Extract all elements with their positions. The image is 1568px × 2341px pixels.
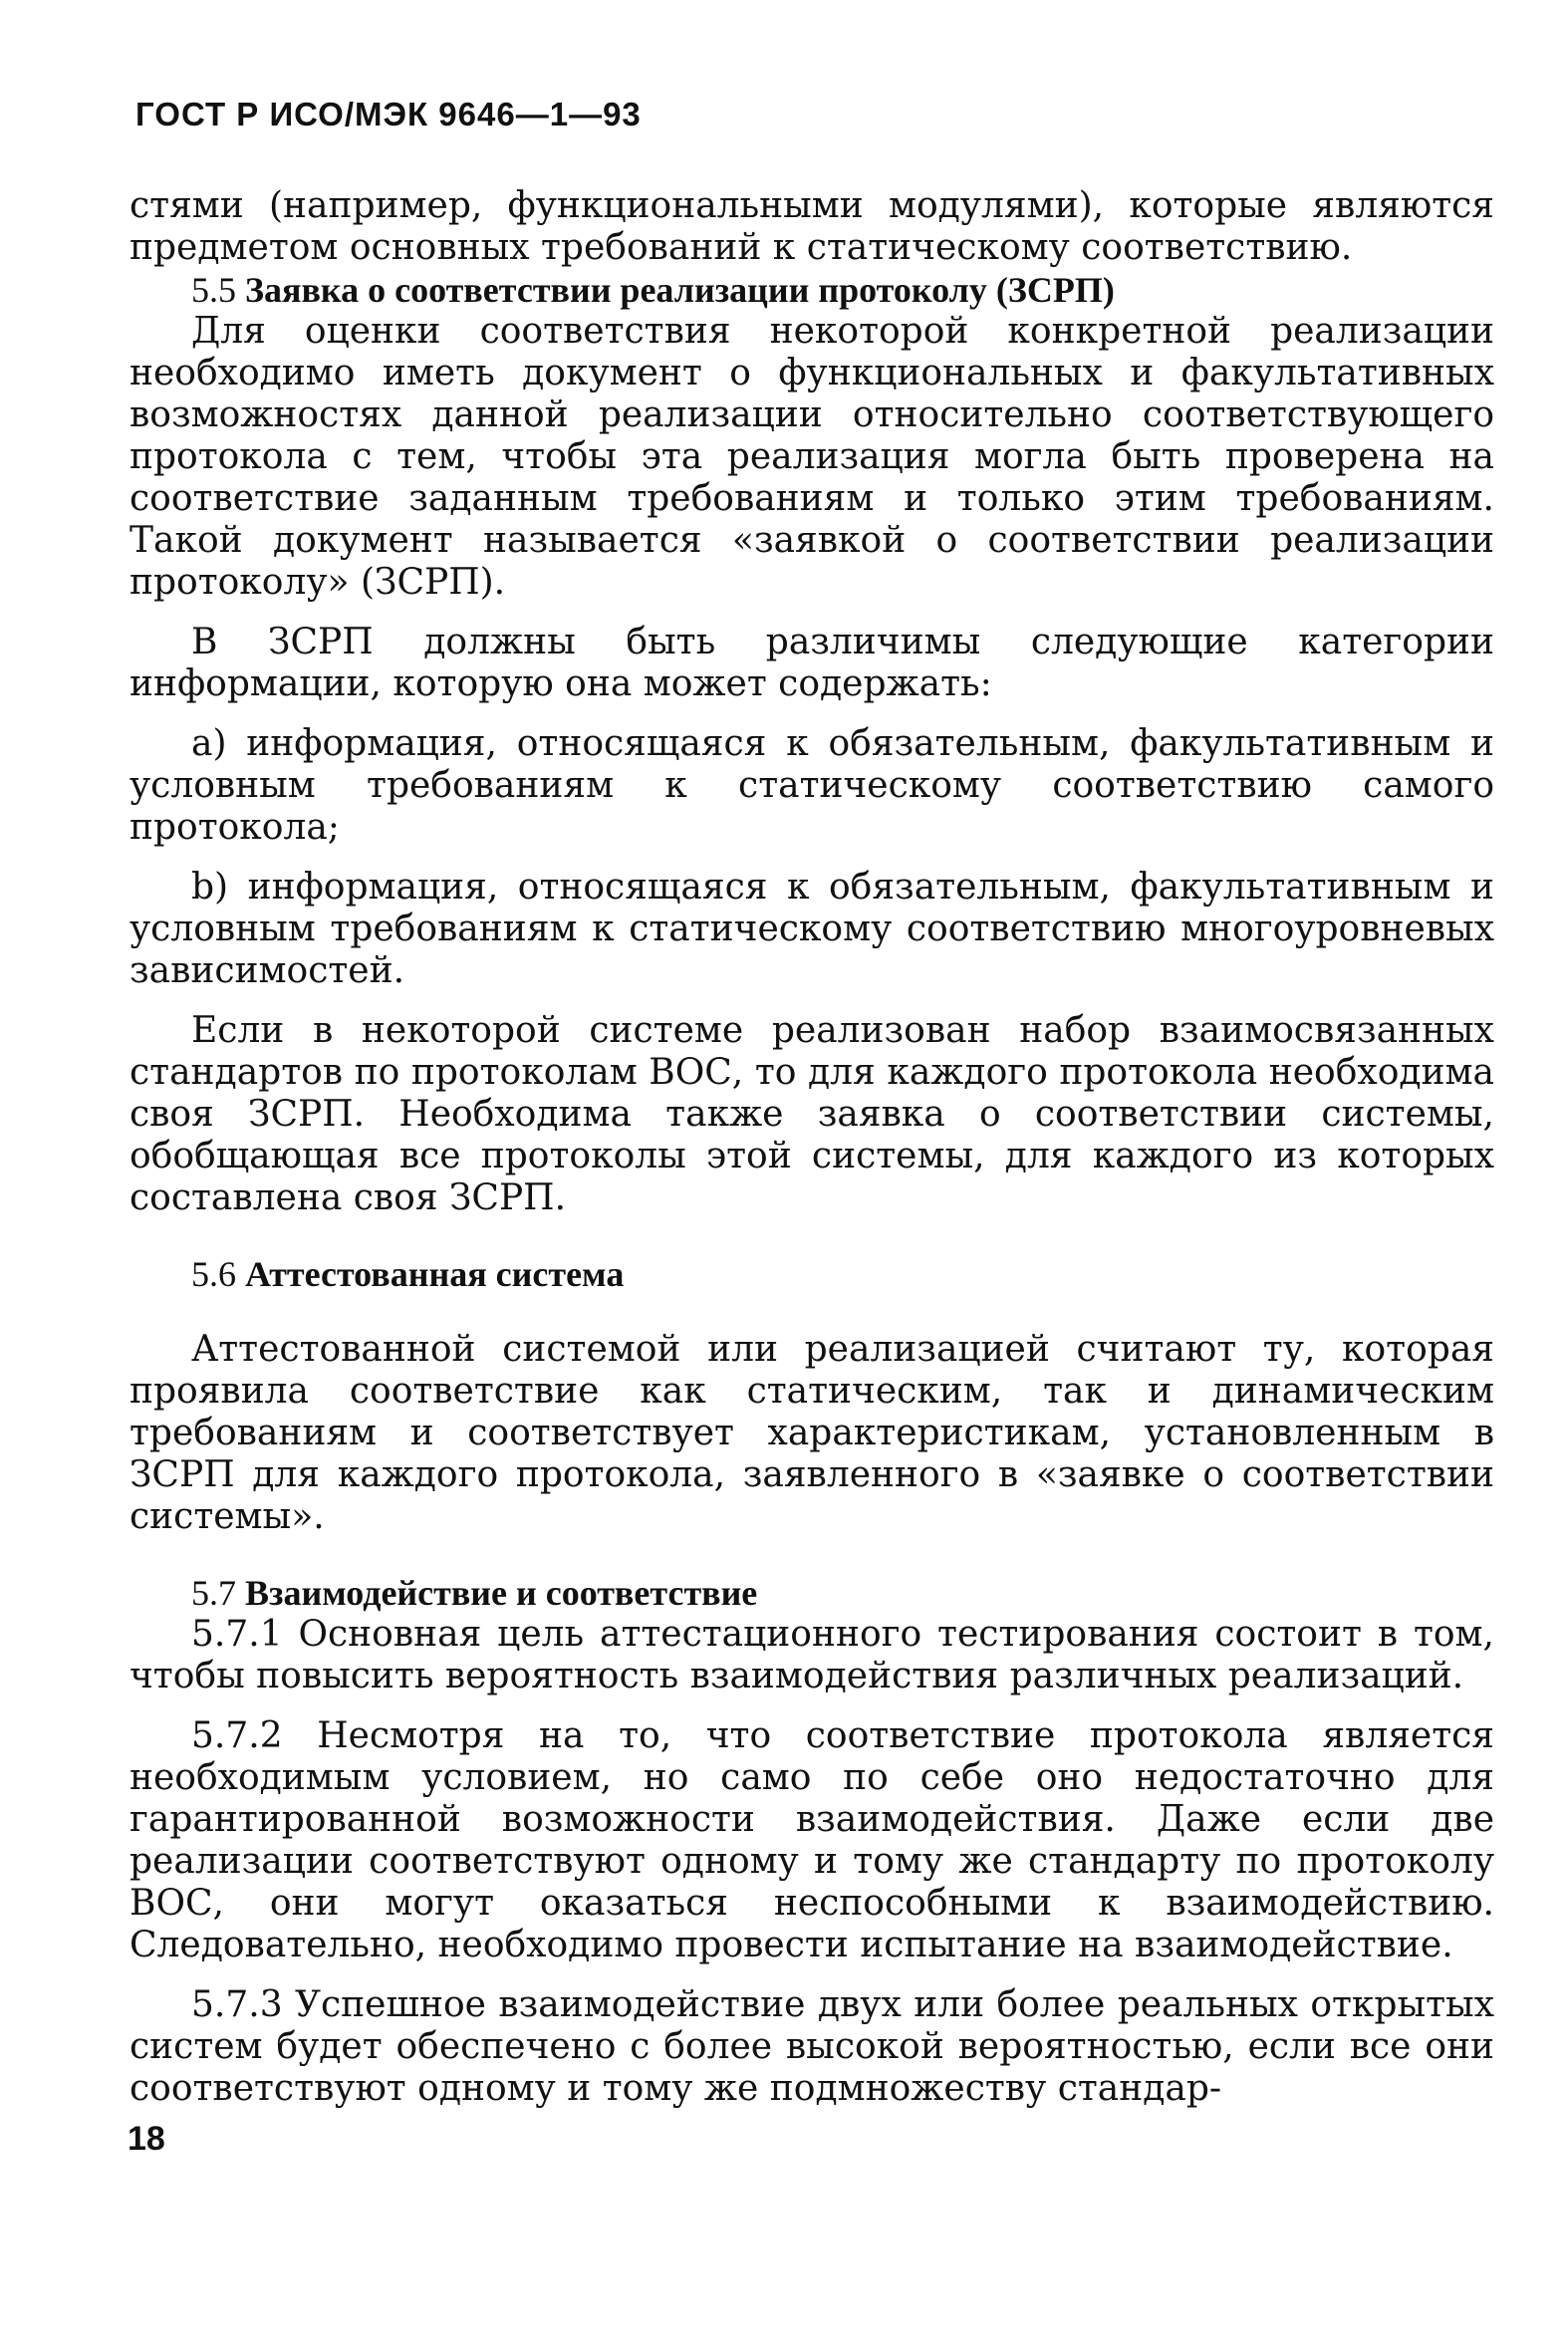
paragraph: Если в некоторой системе реализован набор взаимосвязанных стандартов по протоколам ВОС, то для каждого протокола необходима своя ЗСРП. Необходима также заявка о соответствии системы, обобщающая все протоколы этой системы, для каждого из которых составлена своя ЗСРП.	[130, 1010, 1494, 1218]
list-item: b) информация, относящаяся к обязательным, факультативным и условным требованиям к статическому соответствию многоуровневых зависимостей.	[130, 867, 1494, 991]
paragraph-continuation: стями (например, функциональными модулями), которые являются предметом основных требований к статическому соответствию.	[130, 185, 1494, 268]
paragraph: Аттестованной системой или реализацией считают ту, которая проявила соответствие как статическим, так и динамическим требованиям и соответствует характеристикам, установленным в ЗСРП для каждого протокола, заявленного в «заявке о соответствии системы».	[130, 1329, 1494, 1537]
section-number: 5.7	[191, 1573, 236, 1613]
document-body	[130, 185, 1494, 2110]
list-item: а) информация, относящаяся к обязательным, факультативным и условным требованиям к статическому соответствию самого протокола;	[130, 723, 1494, 848]
section-title: Заявка о соответствии реализации протоколу (ЗСРП)	[245, 270, 1115, 310]
paragraph: 5.7.3 Успешное взаимодействие двух или более реальных открытых систем будет обеспечено с более высокой вероятностью, если все они соответствуют одному и тому же подмножеству стандар-	[130, 1984, 1494, 2109]
section-title: Взаимодействие и соответствие	[245, 1573, 758, 1613]
section-heading-5-7	[130, 1572, 1494, 1614]
section-title: Аттестованная система	[245, 1254, 625, 1294]
paragraph: 5.7.2 Несмотря на то, что соответствие протокола является необходимым условием, но само по себе оно недостаточно для гарантированной возможности взаимодействия. Даже если две реализации соответствуют одному и тому же стандарту по протоколу ВОС, они могут оказаться неспособными к взаимодействию. Следовательно, необходимо провести испытание на взаимодействие.	[130, 1715, 1494, 1965]
paragraph: Для оценки соответствия некоторой конкретной реализации необходимо иметь документ о функциональных и факультативных возможностях данной реализации относительно соответствующего протокола с тем, чтобы эта реализация могла быть проверена на соответствие заданным требованиям и только этим требованиям. Такой документ называется «заявкой о соответствии реализации протоколу» (ЗСРП).	[130, 311, 1494, 603]
section-heading-5-6	[130, 1253, 1494, 1295]
section-number: 5.6	[191, 1254, 236, 1294]
section-heading-5-5	[130, 269, 1494, 311]
paragraph: 5.7.1 Основная цель аттестационного тестирования состоит в том, чтобы повысить вероятность взаимодействия различных реализаций.	[130, 1614, 1494, 1696]
document-header: ГОСТ Р ИСО/МЭК 9646—1—93	[135, 96, 642, 132]
section-number: 5.5	[191, 270, 236, 310]
paragraph: В ЗСРП должны быть различимы следующие категории информации, которую она может содержать:	[130, 622, 1494, 704]
page-number: 18	[128, 2120, 165, 2158]
